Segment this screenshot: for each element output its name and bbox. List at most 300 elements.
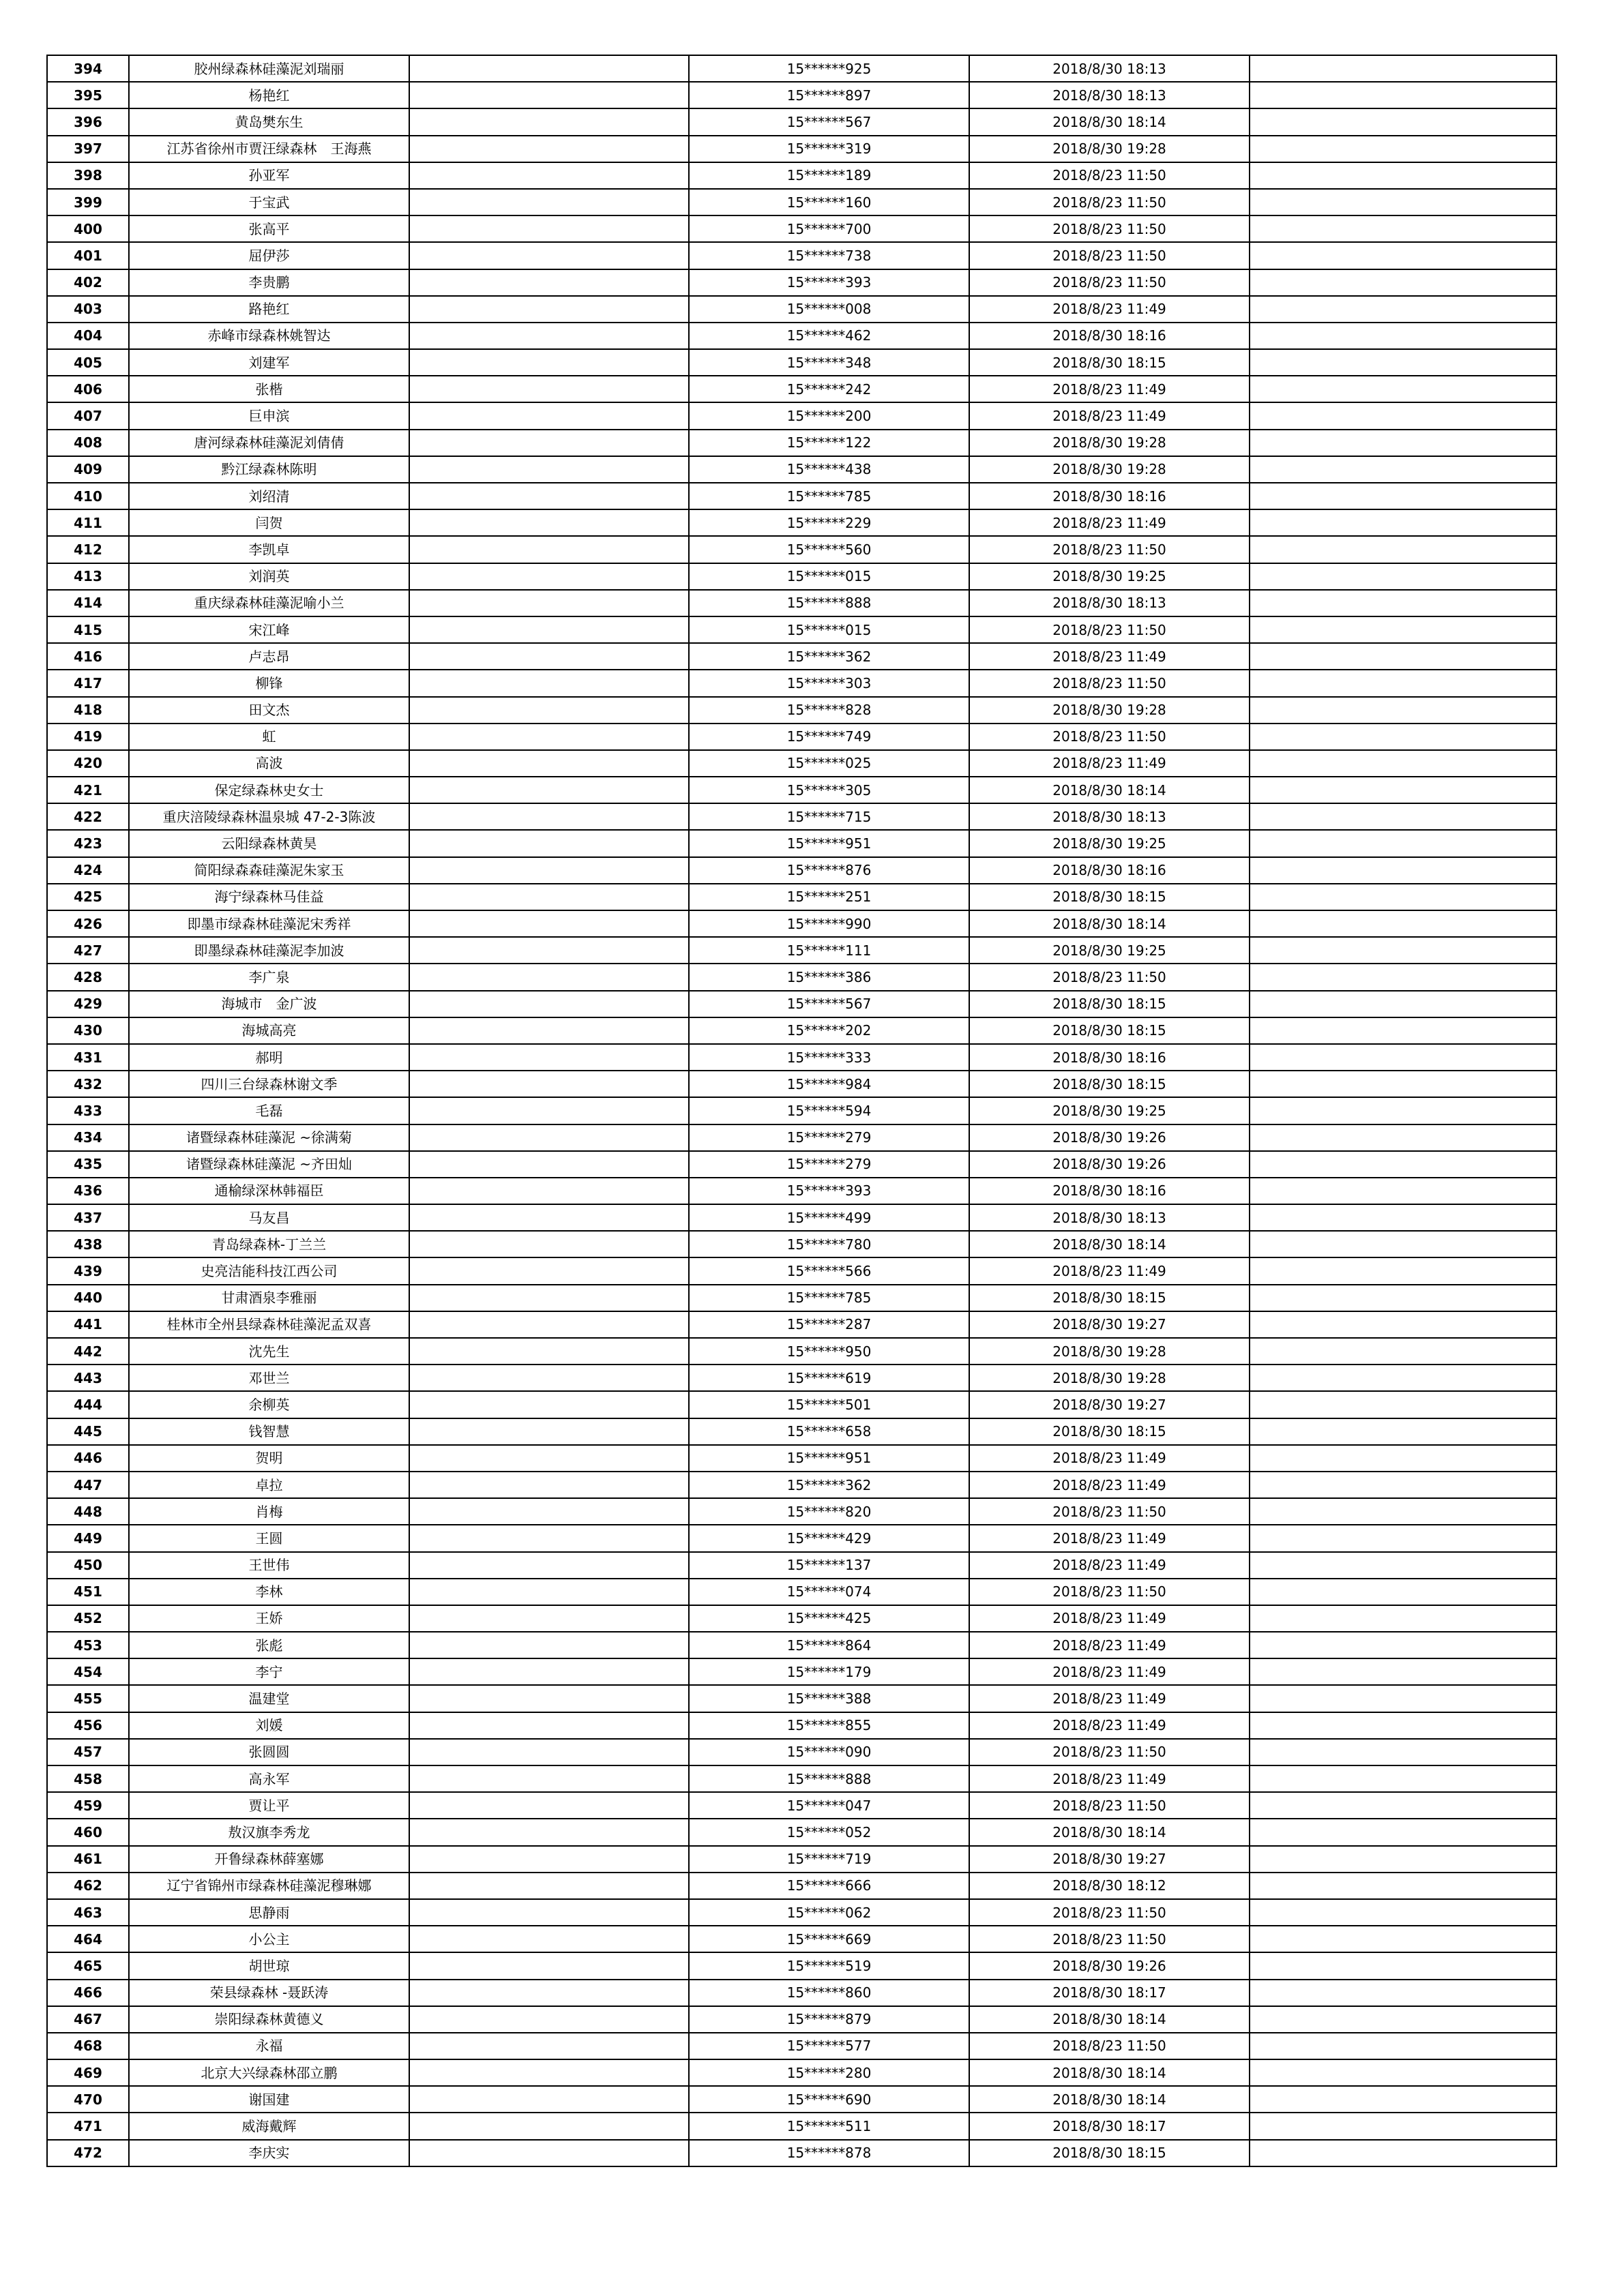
empty-cell — [409, 1391, 689, 1418]
table-row — [47, 1124, 1556, 1151]
empty-cell — [1250, 1685, 1556, 1712]
phone-cell: 15******749 — [689, 724, 969, 750]
phone-cell: 15******062 — [689, 1899, 969, 1926]
row-number-cell: 470 — [47, 2086, 129, 2113]
empty-cell — [409, 1285, 689, 1311]
row-number-cell: 408 — [47, 430, 129, 456]
empty-cell — [1250, 1980, 1556, 2006]
time-cell: 2018/8/23 11:49 — [969, 1632, 1250, 1658]
phone-cell: 15******820 — [689, 1498, 969, 1525]
table-row — [47, 1178, 1556, 1204]
row-number-cell: 398 — [47, 162, 129, 189]
time-cell: 2018/8/23 11:49 — [969, 509, 1250, 536]
time-cell: 2018/8/23 11:50 — [969, 536, 1250, 563]
row-number-cell: 462 — [47, 1873, 129, 1899]
empty-cell — [409, 536, 689, 563]
empty-cell — [409, 1097, 689, 1124]
empty-cell — [409, 1792, 689, 1819]
row-number-cell: 402 — [47, 269, 129, 296]
row-number-cell: 407 — [47, 402, 129, 429]
name-cell: 路艳红 — [129, 296, 409, 323]
empty-cell — [409, 242, 689, 269]
name-cell: 虹 — [129, 724, 409, 750]
time-cell: 2018/8/30 19:26 — [969, 1952, 1250, 1979]
phone-cell: 15******566 — [689, 1257, 969, 1284]
table-row — [47, 1525, 1556, 1551]
empty-cell — [1250, 670, 1556, 696]
row-number-cell: 439 — [47, 1257, 129, 1284]
empty-cell — [409, 1044, 689, 1071]
name-cell: 高波 — [129, 750, 409, 777]
empty-cell — [1250, 430, 1556, 456]
empty-cell — [409, 2033, 689, 2059]
row-number-cell: 456 — [47, 1712, 129, 1739]
time-cell: 2018/8/23 11:49 — [969, 376, 1250, 402]
phone-cell: 15******242 — [689, 376, 969, 402]
empty-cell — [1250, 964, 1556, 990]
table-row — [47, 964, 1556, 990]
name-cell: 贺明 — [129, 1445, 409, 1472]
name-cell: 青岛绿森林-丁兰兰 — [129, 1231, 409, 1257]
row-number-cell: 454 — [47, 1658, 129, 1685]
time-cell: 2018/8/23 11:49 — [969, 1472, 1250, 1498]
row-number-cell: 450 — [47, 1552, 129, 1579]
empty-cell — [409, 937, 689, 964]
empty-cell — [1250, 162, 1556, 189]
empty-cell — [409, 1712, 689, 1739]
phone-cell: 15******700 — [689, 215, 969, 242]
name-cell: 辽宁省锦州市绿森林硅藻泥穆琳娜 — [129, 1873, 409, 1899]
empty-cell — [1250, 1418, 1556, 1445]
time-cell: 2018/8/23 11:49 — [969, 1605, 1250, 1632]
empty-cell — [409, 1552, 689, 1579]
empty-cell — [409, 830, 689, 856]
name-cell: 宋江峰 — [129, 616, 409, 643]
phone-cell: 15******438 — [689, 456, 969, 483]
empty-cell — [409, 884, 689, 910]
empty-cell — [409, 1685, 689, 1712]
row-number-cell: 410 — [47, 483, 129, 509]
row-number-cell: 432 — [47, 1071, 129, 1097]
empty-cell — [1250, 777, 1556, 803]
table-row — [47, 1579, 1556, 1605]
phone-cell: 15******189 — [689, 162, 969, 189]
empty-cell — [1250, 1552, 1556, 1579]
phone-cell: 15******567 — [689, 991, 969, 1017]
name-cell: 李林 — [129, 1579, 409, 1605]
empty-cell — [1250, 1498, 1556, 1525]
name-cell: 保定绿森林史女士 — [129, 777, 409, 803]
empty-cell — [1250, 1472, 1556, 1498]
row-number-cell: 459 — [47, 1792, 129, 1819]
empty-cell — [1250, 269, 1556, 296]
time-cell: 2018/8/23 11:50 — [969, 1579, 1250, 1605]
name-cell: 李庆实 — [129, 2140, 409, 2166]
name-cell: 温建堂 — [129, 1685, 409, 1712]
empty-cell — [1250, 884, 1556, 910]
name-cell: 孙亚军 — [129, 162, 409, 189]
name-cell: 张彪 — [129, 1632, 409, 1658]
table-row — [47, 1472, 1556, 1498]
time-cell: 2018/8/30 18:16 — [969, 323, 1250, 349]
phone-cell: 15******669 — [689, 1926, 969, 1952]
phone-cell: 15******333 — [689, 1044, 969, 1071]
row-number-cell: 399 — [47, 189, 129, 215]
time-cell: 2018/8/30 18:14 — [969, 910, 1250, 937]
name-cell: 郝明 — [129, 1044, 409, 1071]
time-cell: 2018/8/30 18:15 — [969, 1285, 1250, 1311]
empty-cell — [1250, 1285, 1556, 1311]
phone-cell: 15******090 — [689, 1739, 969, 1765]
table-row — [47, 1097, 1556, 1124]
phone-cell: 15******348 — [689, 349, 969, 376]
name-cell: 刘媛 — [129, 1712, 409, 1739]
name-cell: 贾让平 — [129, 1792, 409, 1819]
time-cell: 2018/8/30 18:12 — [969, 1873, 1250, 1899]
table-row — [47, 697, 1556, 724]
time-cell: 2018/8/23 11:50 — [969, 1926, 1250, 1952]
empty-cell — [409, 910, 689, 937]
name-cell: 刘建军 — [129, 349, 409, 376]
name-cell: 胶州绿森林硅藻泥刘瑞丽 — [129, 55, 409, 82]
time-cell: 2018/8/23 11:50 — [969, 1792, 1250, 1819]
name-cell: 张圆圆 — [129, 1739, 409, 1765]
empty-cell — [1250, 1952, 1556, 1979]
table-row — [47, 1285, 1556, 1311]
empty-cell — [1250, 563, 1556, 590]
row-number-cell: 415 — [47, 616, 129, 643]
name-cell: 小公主 — [129, 1926, 409, 1952]
phone-cell: 15******388 — [689, 1685, 969, 1712]
name-cell: 闫贺 — [129, 509, 409, 536]
phone-cell: 15******780 — [689, 1231, 969, 1257]
phone-cell: 15******888 — [689, 1765, 969, 1792]
phone-cell: 15******229 — [689, 509, 969, 536]
table-row — [47, 803, 1556, 830]
empty-cell — [409, 750, 689, 777]
phone-cell: 15******511 — [689, 2113, 969, 2139]
empty-cell — [1250, 1311, 1556, 1338]
empty-cell — [409, 402, 689, 429]
table-row — [47, 2086, 1556, 2113]
row-number-cell: 401 — [47, 242, 129, 269]
row-number-cell: 394 — [47, 55, 129, 82]
empty-cell — [1250, 1819, 1556, 1845]
time-cell: 2018/8/30 19:27 — [969, 1391, 1250, 1418]
phone-cell: 15******950 — [689, 1338, 969, 1365]
row-number-cell: 417 — [47, 670, 129, 696]
row-number-cell: 443 — [47, 1365, 129, 1391]
empty-cell — [1250, 1017, 1556, 1044]
row-number-cell: 416 — [47, 643, 129, 670]
phone-cell: 15******319 — [689, 136, 969, 162]
table-row — [47, 2006, 1556, 2033]
row-number-cell: 444 — [47, 1391, 129, 1418]
registration-table — [46, 55, 1557, 2167]
name-cell: 高永军 — [129, 1765, 409, 1792]
row-number-cell: 448 — [47, 1498, 129, 1525]
phone-cell: 15******785 — [689, 483, 969, 509]
time-cell: 2018/8/30 18:14 — [969, 1231, 1250, 1257]
empty-cell — [409, 616, 689, 643]
name-cell: 重庆绿森林硅藻泥喻小兰 — [129, 590, 409, 616]
table-row — [47, 162, 1556, 189]
time-cell: 2018/8/30 18:15 — [969, 884, 1250, 910]
table-row — [47, 2113, 1556, 2139]
empty-cell — [1250, 830, 1556, 856]
table-row — [47, 215, 1556, 242]
phone-cell: 15******594 — [689, 1097, 969, 1124]
phone-cell: 15******715 — [689, 803, 969, 830]
time-cell: 2018/8/23 11:50 — [969, 189, 1250, 215]
empty-cell — [409, 1873, 689, 1899]
empty-cell — [409, 1819, 689, 1845]
table-row — [47, 1017, 1556, 1044]
row-number-cell: 455 — [47, 1685, 129, 1712]
time-cell: 2018/8/30 19:27 — [969, 1311, 1250, 1338]
row-number-cell: 447 — [47, 1472, 129, 1498]
empty-cell — [409, 2113, 689, 2139]
name-cell: 肖梅 — [129, 1498, 409, 1525]
phone-cell: 15******876 — [689, 857, 969, 884]
empty-cell — [1250, 2140, 1556, 2166]
table-row — [47, 269, 1556, 296]
table-row — [47, 189, 1556, 215]
empty-cell — [409, 1658, 689, 1685]
table-row — [47, 937, 1556, 964]
name-cell: 张高平 — [129, 215, 409, 242]
row-number-cell: 413 — [47, 563, 129, 590]
phone-cell: 15******462 — [689, 323, 969, 349]
table-row — [47, 82, 1556, 108]
empty-cell — [409, 1338, 689, 1365]
empty-cell — [409, 1632, 689, 1658]
empty-cell — [1250, 2059, 1556, 2086]
phone-cell: 15******425 — [689, 1605, 969, 1632]
time-cell: 2018/8/30 18:15 — [969, 349, 1250, 376]
table-row — [47, 1498, 1556, 1525]
name-cell: 通榆绿深林韩福臣 — [129, 1178, 409, 1204]
row-number-cell: 451 — [47, 1579, 129, 1605]
empty-cell — [1250, 1632, 1556, 1658]
table-row — [47, 670, 1556, 696]
name-cell: 海城市 金广波 — [129, 991, 409, 1017]
name-cell: 王娇 — [129, 1605, 409, 1632]
table-row — [47, 1445, 1556, 1472]
name-cell: 云阳绿森林黄昊 — [129, 830, 409, 856]
empty-cell — [1250, 590, 1556, 616]
name-cell: 谢国建 — [129, 2086, 409, 2113]
time-cell: 2018/8/23 11:50 — [969, 964, 1250, 990]
table-row — [47, 1231, 1556, 1257]
phone-cell: 15******280 — [689, 2059, 969, 2086]
empty-cell — [409, 1846, 689, 1873]
table-row — [47, 830, 1556, 856]
name-cell: 即墨市绿森林硅藻泥宋秀祥 — [129, 910, 409, 937]
empty-cell — [409, 1231, 689, 1257]
phone-cell: 15******888 — [689, 590, 969, 616]
phone-cell: 15******785 — [689, 1285, 969, 1311]
empty-cell — [409, 189, 689, 215]
empty-cell — [409, 162, 689, 189]
empty-cell — [1250, 376, 1556, 402]
empty-cell — [1250, 857, 1556, 884]
name-cell: 毛磊 — [129, 1097, 409, 1124]
empty-cell — [1250, 1204, 1556, 1231]
time-cell: 2018/8/30 18:16 — [969, 1044, 1250, 1071]
time-cell: 2018/8/23 11:49 — [969, 643, 1250, 670]
empty-cell — [1250, 2006, 1556, 2033]
name-cell: 重庆涪陵绿森林温泉城 47-2-3陈波 — [129, 803, 409, 830]
phone-cell: 15******897 — [689, 82, 969, 108]
time-cell: 2018/8/30 19:25 — [969, 563, 1250, 590]
time-cell: 2018/8/23 11:49 — [969, 1257, 1250, 1284]
empty-cell — [409, 456, 689, 483]
table-row — [47, 456, 1556, 483]
empty-cell — [1250, 1873, 1556, 1899]
phone-cell: 15******864 — [689, 1632, 969, 1658]
row-number-cell: 461 — [47, 1846, 129, 1873]
empty-cell — [1250, 1926, 1556, 1952]
time-cell: 2018/8/23 11:49 — [969, 1712, 1250, 1739]
row-number-cell: 412 — [47, 536, 129, 563]
table-row — [47, 2140, 1556, 2166]
time-cell: 2018/8/30 19:28 — [969, 430, 1250, 456]
time-cell: 2018/8/30 18:17 — [969, 2113, 1250, 2139]
table-row — [47, 1658, 1556, 1685]
empty-cell — [1250, 402, 1556, 429]
table-row — [47, 643, 1556, 670]
phone-cell: 15******179 — [689, 1658, 969, 1685]
table-row — [47, 483, 1556, 509]
time-cell: 2018/8/30 18:14 — [969, 108, 1250, 135]
phone-cell: 15******160 — [689, 189, 969, 215]
empty-cell — [1250, 323, 1556, 349]
empty-cell — [409, 349, 689, 376]
table-row — [47, 910, 1556, 937]
empty-cell — [409, 1071, 689, 1097]
phone-cell: 15******111 — [689, 937, 969, 964]
row-number-cell: 395 — [47, 82, 129, 108]
row-number-cell: 419 — [47, 724, 129, 750]
time-cell: 2018/8/30 19:28 — [969, 1338, 1250, 1365]
name-cell: 于宝武 — [129, 189, 409, 215]
row-number-cell: 403 — [47, 296, 129, 323]
phone-cell: 15******305 — [689, 777, 969, 803]
empty-cell — [1250, 108, 1556, 135]
table-row — [47, 1873, 1556, 1899]
empty-cell — [409, 1445, 689, 1472]
row-number-cell: 468 — [47, 2033, 129, 2059]
table-row — [47, 1712, 1556, 1739]
table-row — [47, 1071, 1556, 1097]
empty-cell — [409, 376, 689, 402]
row-number-cell: 427 — [47, 937, 129, 964]
table-row — [47, 991, 1556, 1017]
empty-cell — [1250, 1579, 1556, 1605]
time-cell: 2018/8/23 11:49 — [969, 1765, 1250, 1792]
empty-cell — [1250, 296, 1556, 323]
row-number-cell: 466 — [47, 1980, 129, 2006]
name-cell: 王世伟 — [129, 1552, 409, 1579]
empty-cell — [409, 590, 689, 616]
time-cell: 2018/8/30 18:15 — [969, 2140, 1250, 2166]
phone-cell: 15******052 — [689, 1819, 969, 1845]
phone-cell: 15******393 — [689, 1178, 969, 1204]
phone-cell: 15******828 — [689, 697, 969, 724]
row-number-cell: 420 — [47, 750, 129, 777]
name-cell: 张楷 — [129, 376, 409, 402]
empty-cell — [1250, 1605, 1556, 1632]
empty-cell — [409, 296, 689, 323]
empty-cell — [409, 1498, 689, 1525]
empty-cell — [409, 2086, 689, 2113]
phone-cell: 15******567 — [689, 108, 969, 135]
empty-cell — [1250, 1338, 1556, 1365]
name-cell: 简阳绿森森硅藻泥朱家玉 — [129, 857, 409, 884]
empty-cell — [409, 697, 689, 724]
empty-cell — [409, 777, 689, 803]
row-number-cell: 449 — [47, 1525, 129, 1551]
empty-cell — [409, 1017, 689, 1044]
phone-cell: 15******393 — [689, 269, 969, 296]
time-cell: 2018/8/30 18:13 — [969, 82, 1250, 108]
empty-cell — [1250, 991, 1556, 1017]
time-cell: 2018/8/30 19:28 — [969, 136, 1250, 162]
empty-cell — [1250, 55, 1556, 82]
phone-cell: 15******738 — [689, 242, 969, 269]
time-cell: 2018/8/23 11:49 — [969, 1525, 1250, 1551]
empty-cell — [1250, 1124, 1556, 1151]
row-number-cell: 471 — [47, 2113, 129, 2139]
empty-cell — [409, 643, 689, 670]
empty-cell — [1250, 2033, 1556, 2059]
phone-cell: 15******008 — [689, 296, 969, 323]
time-cell: 2018/8/30 19:26 — [969, 1151, 1250, 1178]
phone-cell: 15******879 — [689, 2006, 969, 2033]
row-number-cell: 423 — [47, 830, 129, 856]
empty-cell — [409, 563, 689, 590]
empty-cell — [1250, 483, 1556, 509]
empty-cell — [409, 136, 689, 162]
empty-cell — [1250, 2113, 1556, 2139]
table-row — [47, 402, 1556, 429]
row-number-cell: 457 — [47, 1739, 129, 1765]
empty-cell — [1250, 910, 1556, 937]
time-cell: 2018/8/23 11:49 — [969, 1658, 1250, 1685]
time-cell: 2018/8/30 18:14 — [969, 2059, 1250, 2086]
name-cell: 海宁绿森林马佳益 — [129, 884, 409, 910]
row-number-cell: 452 — [47, 1605, 129, 1632]
table-row — [47, 1926, 1556, 1952]
name-cell: 诸暨绿森林硅藻泥 ~齐田灿 — [129, 1151, 409, 1178]
row-number-cell: 472 — [47, 2140, 129, 2166]
table-row — [47, 1418, 1556, 1445]
row-number-cell: 465 — [47, 1952, 129, 1979]
name-cell: 永福 — [129, 2033, 409, 2059]
empty-cell — [409, 323, 689, 349]
empty-cell — [1250, 724, 1556, 750]
time-cell: 2018/8/30 18:16 — [969, 1178, 1250, 1204]
row-number-cell: 440 — [47, 1285, 129, 1311]
time-cell: 2018/8/30 18:13 — [969, 590, 1250, 616]
empty-cell — [409, 1899, 689, 1926]
empty-cell — [409, 670, 689, 696]
phone-cell: 15******984 — [689, 1071, 969, 1097]
empty-cell — [409, 2006, 689, 2033]
empty-cell — [1250, 136, 1556, 162]
table-row — [47, 1365, 1556, 1391]
